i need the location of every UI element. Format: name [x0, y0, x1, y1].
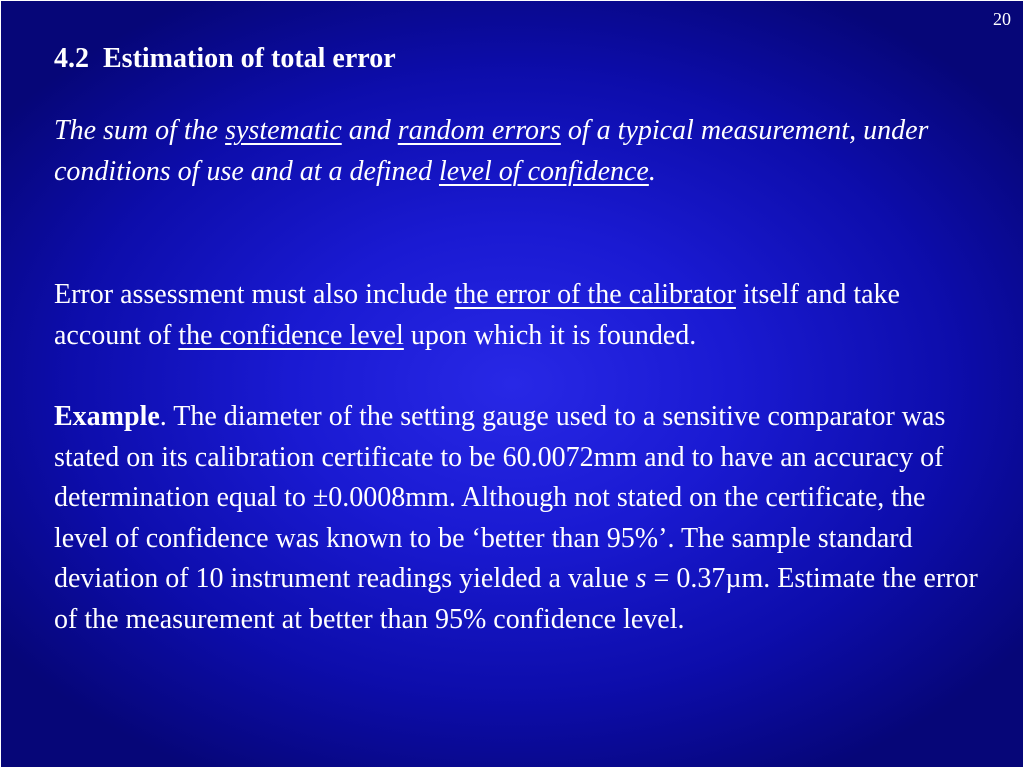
section-number: 4.2 [54, 43, 89, 74]
term-systematic: systematic [225, 115, 342, 146]
example-label: Example [54, 401, 160, 432]
assessment-text: upon which it is founded. [403, 319, 697, 351]
example-paragraph [54, 397, 984, 640]
slide-title [54, 43, 396, 75]
definition-text: . [648, 155, 656, 187]
assessment-paragraph [54, 275, 984, 356]
example-text: = 0.37µm. Estimate the error of the measurement at better than 95% confidence level. [54, 563, 978, 635]
definition-text: and [341, 115, 398, 146]
definition-paragraph [54, 111, 984, 192]
definition-text: of a typical measurement, under conditions of use and at a defined [54, 115, 929, 187]
definition-text: The sum of the [54, 115, 226, 146]
assessment-text: Error assessment must also include [54, 279, 455, 310]
term-level-of-confidence: level of confidence [438, 155, 649, 187]
term-calibrator-error: the error of the calibrator [454, 279, 736, 310]
page-number: 20 [993, 9, 1011, 29]
term-random-errors: random errors [397, 115, 561, 146]
example-text: . The diameter of the setting gauge used to a sensitive comparator was stated on its calibration certificate to be 60.0072mm and to have an accuracy of determination equal to ±0.0008mm. Although not stated on the certificate, the level of confidence was known to be ‘better than 95%’. The sample standard deviation of 10 instrument readings yielded a value [54, 401, 946, 594]
title-text: Estimation of total error [103, 43, 396, 74]
variable-s: s [635, 563, 647, 594]
assessment-text: itself and take account of [54, 279, 900, 351]
term-confidence-level: the confidence level [178, 319, 404, 351]
